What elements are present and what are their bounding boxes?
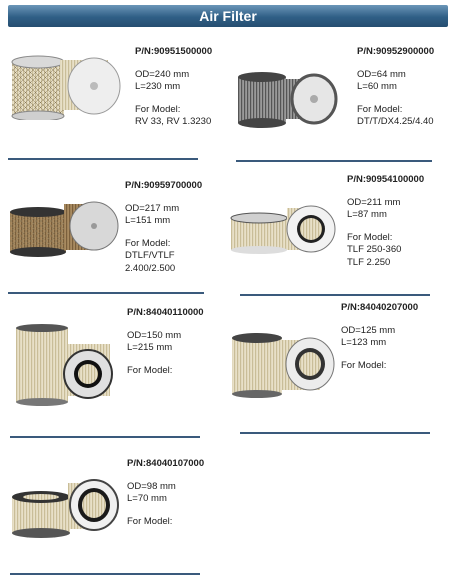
model-value: DT/T/DX4.25/4.40 — [357, 116, 434, 127]
model-label: For Model: — [125, 237, 171, 249]
outer-diameter: OD=125 mm — [341, 324, 396, 336]
divider — [10, 573, 200, 575]
model-label: For Model: — [347, 231, 393, 243]
part-number: P/N:90952900000 — [357, 46, 435, 57]
filter-photo — [225, 204, 341, 254]
divider — [10, 436, 200, 438]
length: L=151 mm — [125, 215, 171, 226]
divider — [240, 294, 430, 296]
length: L=215 mm — [127, 342, 173, 353]
length: L=87 mm — [347, 209, 387, 220]
filter-photo — [10, 322, 122, 406]
part-number: P/N:90951500000 — [135, 46, 213, 57]
length: L=70 mm — [127, 493, 167, 504]
outer-diameter: OD=150 mm — [127, 329, 182, 341]
part-number: P/N:90954100000 — [347, 174, 425, 185]
filter-photo — [6, 196, 121, 258]
model-value: TLF 2.250 — [347, 256, 391, 268]
model-label: For Model: — [127, 515, 173, 527]
outer-diameter: OD=240 mm — [135, 68, 190, 80]
part-number: P/N:84040107000 — [127, 458, 205, 469]
outer-diameter: OD=64 mm — [357, 68, 406, 80]
filter-photo — [228, 330, 340, 400]
length: L=230 mm — [135, 81, 181, 92]
length: L=60 mm — [357, 81, 397, 92]
filter-photo — [8, 50, 123, 120]
model-label: For Model: — [127, 364, 173, 376]
model-label: For Model: — [341, 359, 387, 371]
divider — [236, 160, 432, 162]
part-number: P/N:84040110000 — [127, 307, 204, 318]
outer-diameter: OD=98 mm — [127, 480, 176, 492]
divider — [240, 432, 430, 434]
filter-photo — [232, 67, 342, 129]
part-number: P/N:90959700000 — [125, 180, 203, 191]
outer-diameter: OD=217 mm — [125, 202, 180, 214]
divider — [8, 292, 204, 294]
page-title: Air Filter — [199, 8, 257, 24]
model-label: For Model: — [135, 103, 181, 115]
model-value: 2.400/2.500 — [125, 262, 176, 274]
model-value: DTLF/VTLF — [125, 250, 175, 261]
model-value: TLF 250-360 — [347, 244, 402, 255]
model-value: RV 33, RV 1.3230 — [135, 116, 212, 127]
length: L=123 mm — [341, 337, 387, 348]
filter-photo — [8, 473, 123, 543]
divider — [8, 158, 198, 160]
model-label: For Model: — [357, 103, 403, 115]
part-number: P/N:84040207000 — [341, 302, 419, 313]
page-title-banner — [8, 5, 448, 27]
outer-diameter: OD=211 mm — [347, 196, 401, 208]
